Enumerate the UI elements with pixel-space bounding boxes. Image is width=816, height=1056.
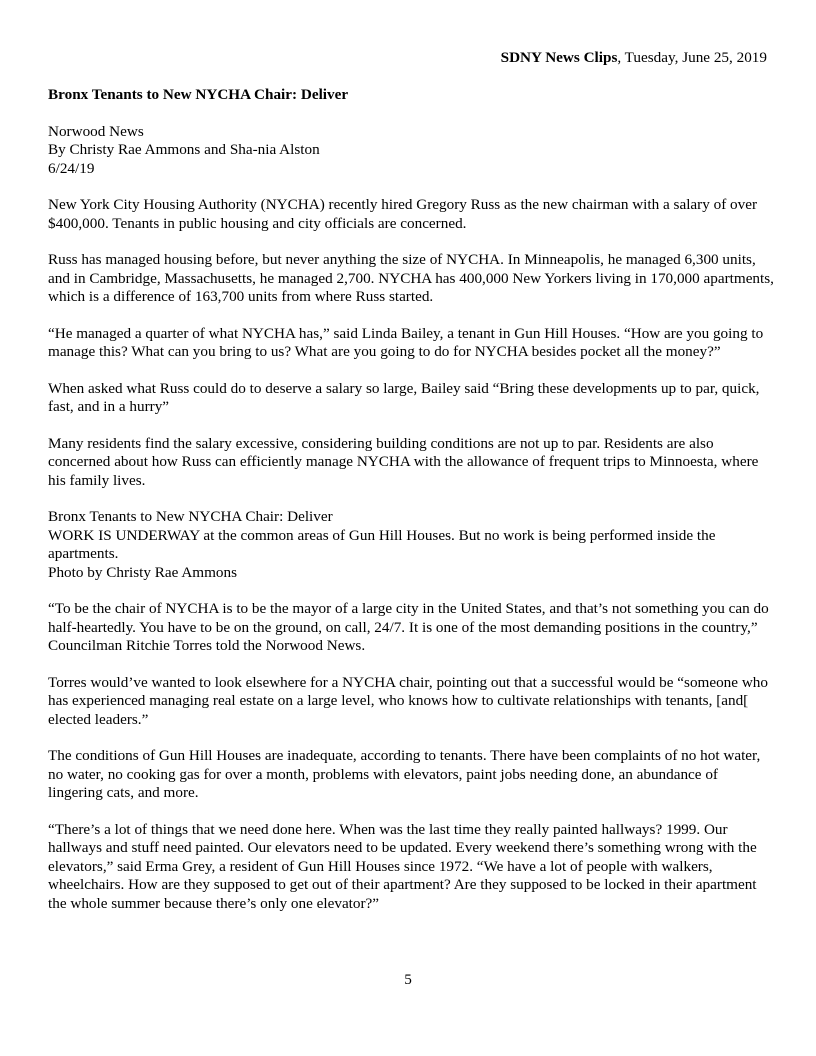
- page-number: 5: [404, 971, 412, 988]
- article-date: 6/24/19: [48, 159, 95, 177]
- article-source: Norwood News: [48, 122, 144, 140]
- page-header: [501, 49, 767, 67]
- article: [48, 86, 774, 931]
- paragraph: Many residents find the salary excessive, considering building conditions are not up to par. Residents are also concerned about how Russ can efficiently manage NYCHA with the allowance of frequent trips to Minnoesta, where his family lives.: [48, 434, 759, 489]
- paragraph: “To be the chair of NYCHA is to be the mayor of a large city in the United States, and that’s not something you can do half-heartedly. You have to be on the ground, on call, 24/7. It is one of the most demanding positions in the country,” Councilman Ritchie Torres told the Norwood News.: [48, 600, 769, 654]
- header-date: , Tuesday, June 25, 2019: [617, 49, 767, 66]
- paragraph: New York City Housing Authority (NYCHA) recently hired Gregory Russ as the new chairman with a salary of over $400,000. Tenants in public housing and city officials are concerned.: [48, 196, 758, 232]
- photo-credit: Photo by Christy Rae Ammons: [48, 563, 238, 581]
- publication-name: SDNY News Clips: [500, 49, 618, 66]
- caption-text: WORK IS UNDERWAY at the common areas of Gun Hill Houses. But no work is being performed inside the apartments.: [48, 526, 716, 562]
- paragraph: When asked what Russ could do to deserve a salary so large, Bailey said “Bring these developments up to par, quick, fast, and in a hurry”: [48, 379, 760, 415]
- paragraph: Russ has managed housing before, but never anything the size of NYCHA. In Minneapolis, he managed 6,300 units, and in Cambridge, Massachusetts, he managed 2,700. NYCHA has 400,000 New Yorkers living in 170,000 apartments, which is a difference of 163,700 units from where Russ started.: [48, 251, 774, 305]
- paragraph: “He managed a quarter of what NYCHA has,” said Linda Bailey, a tenant in Gun Hill Houses. “How are you going to manage this? What can you bring to us? What are you going to do for NYCHA besides pocket all the money?”: [48, 324, 764, 360]
- article-title: Bronx Tenants to New NYCHA Chair: Deliver: [48, 86, 349, 103]
- paragraph: The conditions of Gun Hill Houses are inadequate, according to tenants. There have been complaints of no hot water, no water, no cooking gas for over a month, problems with elevators, paint jobs needing done, an abundance of lingering cats, and more.: [48, 747, 761, 801]
- paragraph: “There’s a lot of things that we need done here. When was the last time they really painted hallways? 1999. Our hallways and stuff need painted. Our elevators need to be updated. Every weekend there’s something wrong with the elevators,” said Erma Grey, a resident of Gun Hill Houses since 1972. “We have a lot of people with walkers, wheelchairs. How are they supposed to get out of their apartment? Are they supposed to be locked in their apartment the whole summer because there’s only one elevator?”: [48, 820, 757, 912]
- photo-caption: [48, 508, 774, 582]
- caption-title: Bronx Tenants to New NYCHA Chair: Deliver: [48, 508, 333, 525]
- byline-block: [48, 123, 774, 179]
- article-authors: By Christy Rae Ammons and Sha-nia Alston: [48, 141, 320, 158]
- paragraph: Torres would’ve wanted to look elsewhere for a NYCHA chair, pointing out that a successful would be “someone who has experienced managing real estate on a large level, who knows how to cultivate relationships with tenants, [and[ elected leaders.”: [48, 673, 768, 728]
